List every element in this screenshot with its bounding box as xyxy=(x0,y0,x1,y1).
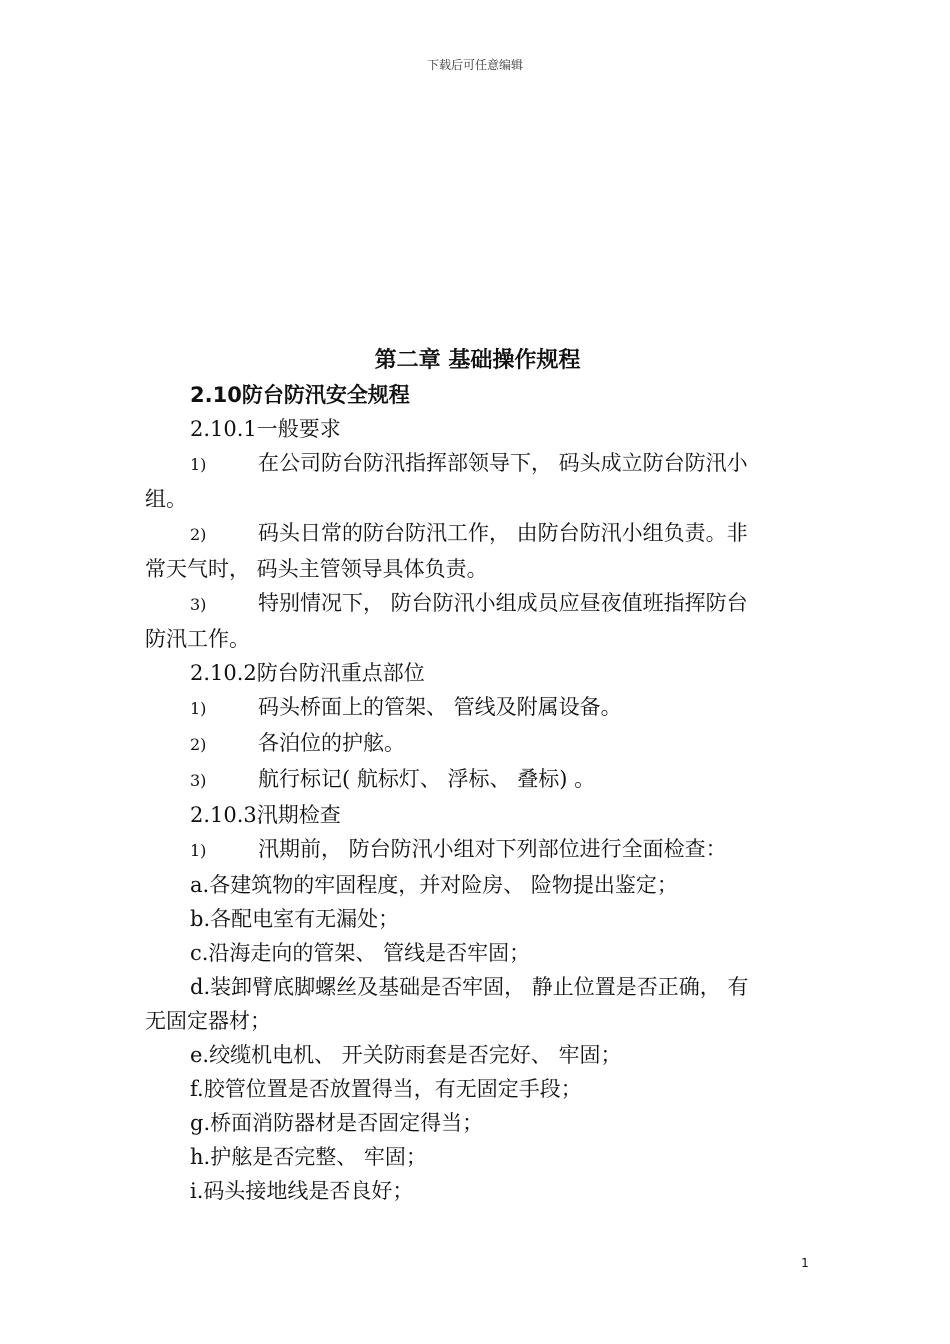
page-number: 1 xyxy=(801,1256,809,1270)
item-number: 1) xyxy=(190,455,207,474)
list-item xyxy=(145,586,810,622)
list-item xyxy=(145,516,810,552)
chapter-title: 第二章 基础操作规程 xyxy=(374,348,581,373)
item-text: 码头桥面上的管架、 管线及附属设备。 xyxy=(258,695,622,719)
item-continuation: 防汛工作。 xyxy=(145,627,250,651)
list-item xyxy=(145,726,810,762)
item-text: 在公司防台防汛指挥部领导下， 码头成立防台防汛小 xyxy=(258,451,748,475)
document-body xyxy=(145,344,810,1208)
item-number: 1) xyxy=(190,841,207,860)
list-item xyxy=(145,832,810,868)
check-item: d.装卸臂底脚螺丝及基础是否牢固， 静止位置是否正确， 有 xyxy=(190,975,749,999)
section-title: 2.10防台防汛安全规程 xyxy=(190,383,410,407)
item-number: 1) xyxy=(190,699,207,718)
check-item-continuation: 无固定器材； xyxy=(145,1009,271,1033)
check-item: b.各配电室有无漏处； xyxy=(190,907,400,931)
item-number: 2) xyxy=(190,525,207,544)
item-text: 码头日常的防台防汛工作， 由防台防汛小组负责。非 xyxy=(258,521,748,545)
list-item xyxy=(145,446,810,482)
item-continuation: 组。 xyxy=(145,487,187,511)
item-text: 航行标记( 航标灯、 浮标、 叠标) 。 xyxy=(258,767,596,791)
page-header: 下载后可任意编辑 xyxy=(426,58,523,72)
item-number: 2) xyxy=(190,735,207,754)
check-item: i.码头接地线是否良好； xyxy=(190,1179,414,1203)
item-continuation: 常天气时， 码头主管领导具体负责。 xyxy=(145,557,488,581)
check-item: a.各建筑物的牢固程度，并对险房、 险物提出鉴定； xyxy=(190,873,678,897)
item-number: 3) xyxy=(190,771,207,790)
check-item: e.绞缆机电机、 开关防雨套是否完好、 牢固； xyxy=(190,1043,622,1067)
subsection-title: 2.10.2防台防汛重点部位 xyxy=(190,661,425,685)
item-text: 特别情况下， 防台防汛小组成员应昼夜值班指挥防台 xyxy=(258,591,748,615)
check-item: g.桥面消防器材是否固定得当； xyxy=(190,1111,484,1135)
check-item: f.胶管位置是否放置得当，有无固定手段； xyxy=(190,1077,582,1101)
list-item xyxy=(145,690,810,726)
subsection-title: 2.10.3汛期检查 xyxy=(190,803,341,827)
item-text: 汛期前， 防台防汛小组对下列部位进行全面检查： xyxy=(258,837,727,861)
list-item xyxy=(145,762,810,798)
check-item: c.沿海走向的管架、 管线是否牢固； xyxy=(190,941,531,965)
item-text: 各泊位的护舷。 xyxy=(258,731,405,755)
subsection-title: 2.10.1一般要求 xyxy=(190,417,341,441)
item-number: 3) xyxy=(190,595,207,614)
check-item: h.护舷是否完整、 牢固； xyxy=(190,1145,427,1169)
